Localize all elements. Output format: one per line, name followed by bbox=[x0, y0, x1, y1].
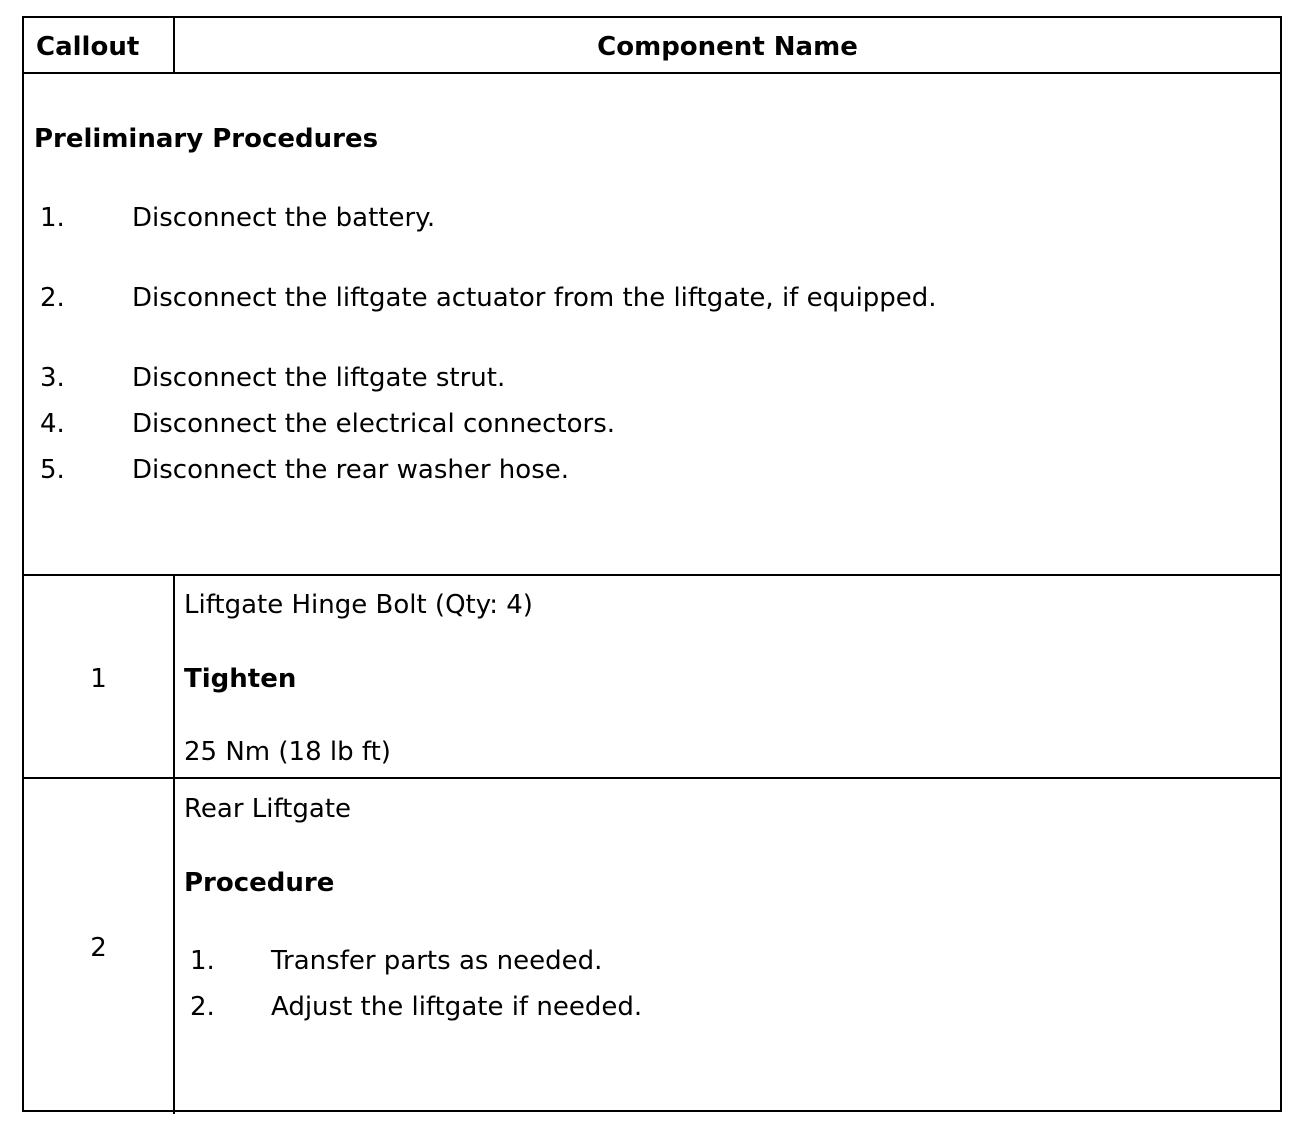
procedure-table bbox=[22, 16, 1282, 1112]
preliminary-title: Preliminary Procedures bbox=[34, 124, 379, 154]
preliminary-step-number: 2. bbox=[40, 283, 65, 313]
preliminary-step-text: Disconnect the electrical connectors. bbox=[132, 409, 616, 439]
preliminary-step-number: 1. bbox=[40, 203, 65, 233]
preliminary-divider bbox=[24, 574, 1280, 576]
preliminary-step-text: Disconnect the liftgate strut. bbox=[132, 363, 506, 393]
preliminary-step-text: Disconnect the liftgate actuator from the liftgate, if equipped. bbox=[132, 283, 937, 313]
row-divider bbox=[24, 777, 1280, 779]
preliminary-step-text: Disconnect the battery. bbox=[132, 203, 436, 233]
procedure-step-text: Adjust the liftgate if needed. bbox=[271, 992, 643, 1022]
procedure-step-number: 2. bbox=[190, 992, 215, 1022]
torque-subheading: Tighten bbox=[184, 664, 297, 694]
component-name: Liftgate Hinge Bolt (Qty: 4) bbox=[184, 590, 533, 620]
callout-number: 2 bbox=[90, 933, 107, 963]
procedure-step-number: 1. bbox=[190, 946, 215, 976]
preliminary-step-number: 3. bbox=[40, 363, 65, 393]
procedure-subheading: Procedure bbox=[184, 868, 335, 898]
torque-spec: 25 Nm (18 lb ft) bbox=[184, 737, 391, 767]
callout-header: Callout bbox=[36, 32, 140, 62]
preliminary-step-number: 4. bbox=[40, 409, 65, 439]
preliminary-step-text: Disconnect the rear washer hose. bbox=[132, 455, 569, 485]
header-divider bbox=[24, 72, 1280, 74]
procedure-step-text: Transfer parts as needed. bbox=[271, 946, 603, 976]
component-name-header: Component Name bbox=[597, 32, 858, 62]
body-column-divider bbox=[173, 574, 175, 1114]
callout-number: 1 bbox=[90, 664, 107, 694]
component-name: Rear Liftgate bbox=[184, 794, 352, 824]
preliminary-step-number: 5. bbox=[40, 455, 65, 485]
